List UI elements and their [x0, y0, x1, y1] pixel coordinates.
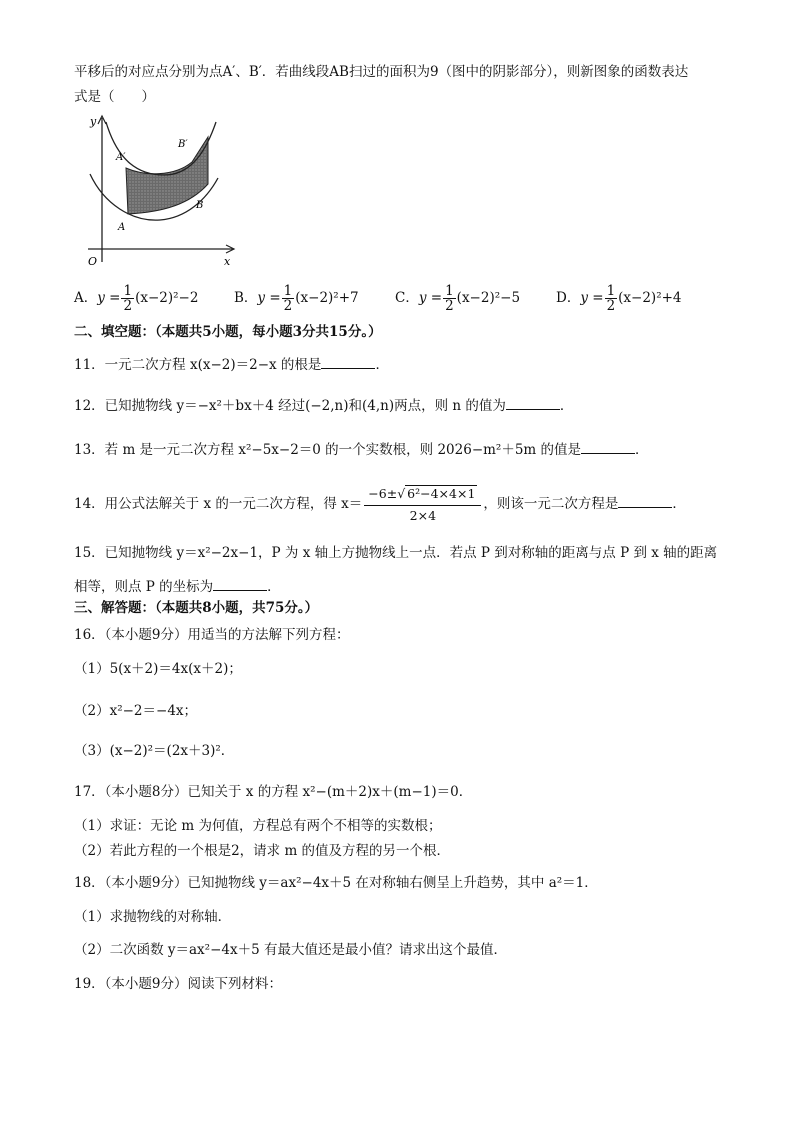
option-c-prefix: C．: [395, 290, 419, 306]
label-y: y: [90, 115, 97, 128]
option-c-y: y =: [418, 290, 443, 306]
label-point-a: A: [118, 222, 126, 233]
question-16-part-1: （1）5(x＋2)＝4x(x＋2)；: [74, 661, 242, 677]
option-d[interactable]: [556, 284, 682, 313]
option-c-fraction: [443, 284, 456, 313]
question-16-part-2: （2）x²−2＝−4x；: [74, 703, 198, 719]
option-a-y: y =: [97, 290, 121, 306]
q13-answer-blank[interactable]: [581, 439, 635, 454]
fraction-denominator: 2: [283, 298, 293, 314]
section-2-title: 二、填空题：（本题共5小题，每小题3分共15分。）: [74, 324, 382, 340]
question-16-stem: 16．（本小题9分）用适当的方法解下列方程：: [74, 627, 350, 643]
q14-numerator-lead: −6±: [368, 486, 398, 501]
option-b-prefix: B．: [234, 290, 258, 306]
option-a-fraction: [121, 284, 134, 313]
question-15-line-2: [74, 576, 281, 597]
option-c[interactable]: [395, 284, 520, 313]
label-origin: O: [88, 255, 98, 268]
question-15-line-1: 15．已知抛物线 y＝x²−2x−1，P 为 x 轴上方抛物线上一点．若点 P 到对称轴的距离与点 P 到 x 轴的距离: [74, 545, 718, 561]
q14-formula: [364, 483, 481, 526]
option-d-fraction: [605, 284, 618, 313]
q14-end: ．: [672, 496, 686, 512]
label-point-a-prime: A′: [116, 152, 126, 163]
option-d-expression: (x−2)²+4: [618, 290, 682, 306]
question-16-part-3: （3）(x−2)²＝(2x＋3)²．: [74, 743, 235, 759]
question-12: [74, 395, 573, 416]
option-d-prefix: D．: [556, 290, 581, 306]
q12-answer-blank[interactable]: [506, 395, 560, 410]
q15-end: ．: [267, 579, 281, 595]
fraction-numerator: 1: [445, 283, 454, 299]
q12-text: 12．已知抛物线 y＝−x²＋bx＋4 经过(−2,n)和(4,n)两点，则 n 的值为: [74, 398, 506, 414]
question-19-stem: 19．（本小题9分）阅读下列材料：: [74, 976, 283, 992]
question-17-stem: 17．（本小题8分）已知关于 x 的方程 x²−(m＋2)x＋(m−1)＝0．: [74, 784, 473, 800]
option-a-expression: (x−2)²−2: [135, 290, 199, 306]
parabola-figure: [84, 112, 244, 272]
q14-formula-numerator: −6±√ 6²−4×4×1: [364, 483, 481, 506]
question-14: [74, 482, 686, 526]
option-b[interactable]: [234, 284, 359, 313]
option-a[interactable]: [74, 284, 198, 313]
q11-end: ．: [375, 357, 389, 373]
question-18-part-2: （2）二次函数 y＝ax²−4x＋5 有最大值还是最小值？请求出这个最值．: [74, 942, 507, 958]
option-b-y: y =: [257, 290, 281, 306]
q14-formula-denominator: 2×4: [409, 508, 437, 523]
question-17-part-2: （2）若此方程的一个根是2，请求 m 的值及方程的另一个根．: [74, 843, 451, 859]
q14-prefix: 14．用公式法解关于 x 的一元二次方程，得 x＝: [74, 496, 363, 512]
q15-text: 相等，则点 P 的坐标为: [74, 579, 214, 595]
q12-end: ．: [559, 398, 574, 414]
q13-text: 13．若 m 是一元二次方程 x²−5x−2＝0 的一个实数根，则 2026−m²＋5m 的值是: [74, 442, 582, 458]
fraction-numerator: 1: [283, 283, 293, 299]
section-3-title: 三、解答题：（本题共8小题，共75分。）: [74, 600, 319, 616]
question-18-stem: 18．（本小题9分）已知抛物线 y＝ax²−4x＋5 在对称轴右侧呈上升趋势，其中 a²＝1．: [74, 875, 598, 891]
intro-line-1: 平移后的对应点分别为点A′、B′．若曲线段AB扫过的面积为9（图中的阴影部分），则新图象的函数表达: [74, 64, 689, 80]
question-17-part-1: （1）求证：无论 m 为何值，方程总有两个不相等的实数根；: [74, 818, 442, 834]
question-11: [74, 354, 389, 375]
label-x: x: [224, 255, 231, 268]
fraction-denominator: 2: [123, 298, 133, 314]
q13-end: ．: [635, 442, 649, 458]
option-c-expression: (x−2)²−5: [456, 290, 521, 306]
question-13: [74, 439, 649, 460]
q11-text: 11．一元二次方程 x(x−2)＝2−x 的根是: [74, 357, 322, 373]
q11-answer-blank[interactable]: [321, 354, 375, 369]
fraction-numerator: 1: [606, 283, 616, 299]
question-18-part-1: （1）求抛物线的对称轴．: [74, 909, 232, 925]
fraction-numerator: 1: [123, 283, 133, 299]
label-point-b: B: [196, 200, 204, 211]
q14-suffix: ，则该一元二次方程是: [483, 496, 619, 512]
label-point-b-prime: B′: [178, 139, 188, 150]
option-d-y: y =: [580, 290, 604, 306]
q14-answer-blank[interactable]: [618, 493, 672, 508]
intro-line-2: 式是（ ）: [74, 89, 155, 105]
q15-answer-blank[interactable]: [213, 576, 267, 591]
option-b-expression: (x−2)²+7: [295, 290, 359, 306]
option-a-prefix: A．: [74, 290, 98, 306]
q14-radicand: 6²−4×4×1: [407, 486, 476, 501]
fraction-denominator: 2: [606, 298, 616, 314]
option-b-fraction: [282, 284, 295, 313]
fraction-denominator: 2: [445, 298, 454, 314]
